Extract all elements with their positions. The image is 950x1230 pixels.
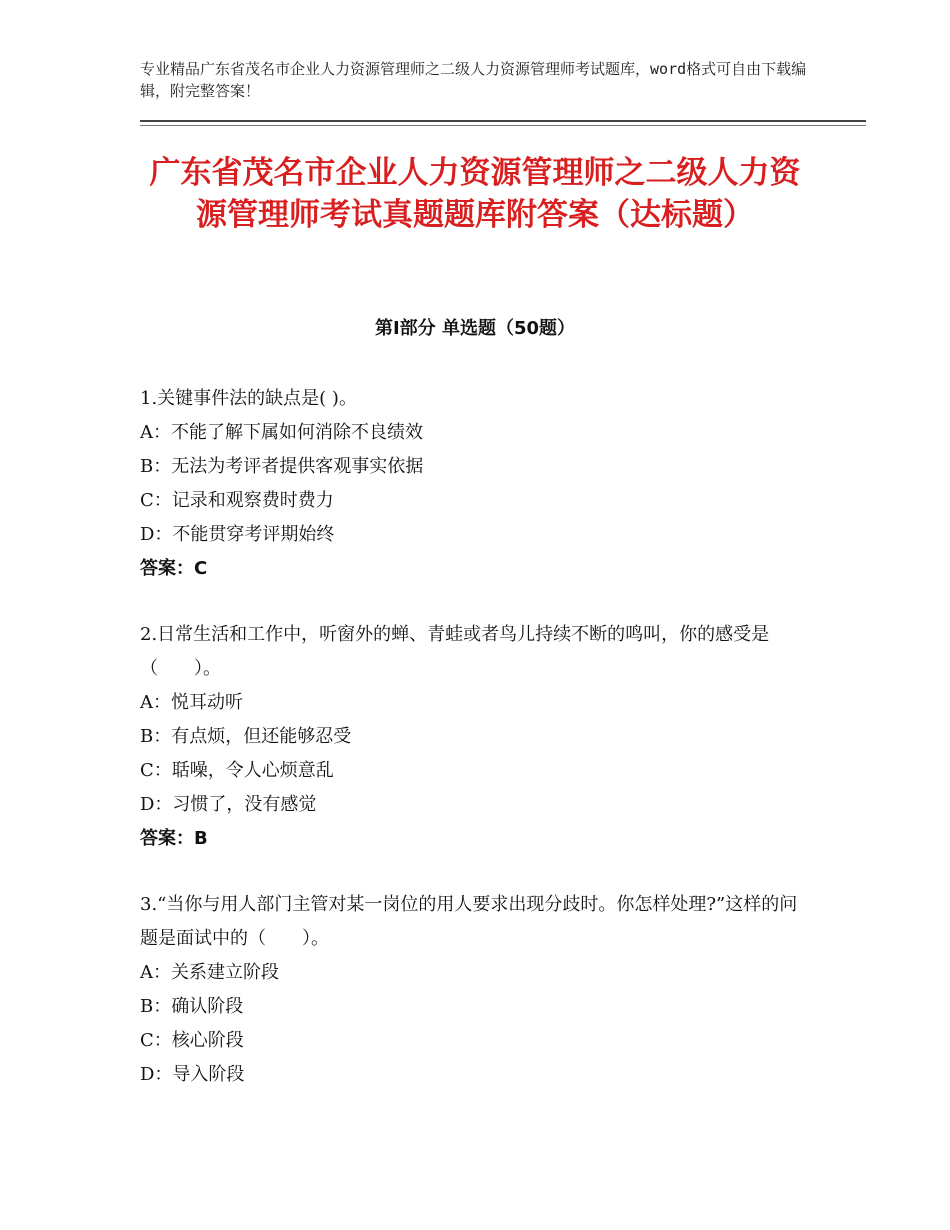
question-list xyxy=(140,382,810,1124)
answer: 答案：C xyxy=(140,558,208,579)
question-stem: 1.关键事件法的缺点是( )。 xyxy=(140,388,357,409)
option-d: D：习惯了，没有感觉 xyxy=(140,794,317,815)
document-title: 广东省茂名市企业人力资源管理师之二级人力资源管理师考试真题题库附答案（达标题） xyxy=(149,155,801,233)
question-2 xyxy=(140,618,810,856)
question-stem: 3.“当你与用人部门主管对某一岗位的用人要求出现分歧时。你怎样处理?”这样的问题是面试中的（ ）。 xyxy=(140,894,798,949)
option-a: A：关系建立阶段 xyxy=(140,962,279,983)
question-stem: 2.日常生活和工作中，听窗外的蝉、青蛙或者鸟儿持续不断的鸣叫，你的感受是（ ）。 xyxy=(140,624,770,679)
option-b: B：确认阶段 xyxy=(140,996,244,1017)
section-title: 第Ⅰ部分 单选题（50题） xyxy=(374,318,575,339)
option-c: C：记录和观察费时费力 xyxy=(140,490,334,511)
option-d: D：导入阶段 xyxy=(140,1064,245,1085)
question-3 xyxy=(140,888,810,1092)
question-1 xyxy=(140,382,810,586)
header-divider xyxy=(140,120,866,122)
option-a: A：悦耳动听 xyxy=(140,692,243,713)
option-b: B：无法为考评者提供客观事实依据 xyxy=(140,456,424,477)
option-a: A：不能了解下属如何消除不良绩效 xyxy=(140,422,423,443)
option-c: C：聒噪，令人心烦意乱 xyxy=(140,760,334,781)
header-note: 专业精品广东省茂名市企业人力资源管理师之二级人力资源管理师考试题库，word格式可自由下载编辑，附完整答案！ xyxy=(140,60,807,100)
option-b: B：有点烦，但还能够忍受 xyxy=(140,726,352,747)
answer: 答案：B xyxy=(140,828,208,849)
option-c: C：核心阶段 xyxy=(140,1030,244,1051)
option-d: D：不能贯穿考评期始终 xyxy=(140,524,335,545)
header-divider-thin xyxy=(140,125,866,126)
